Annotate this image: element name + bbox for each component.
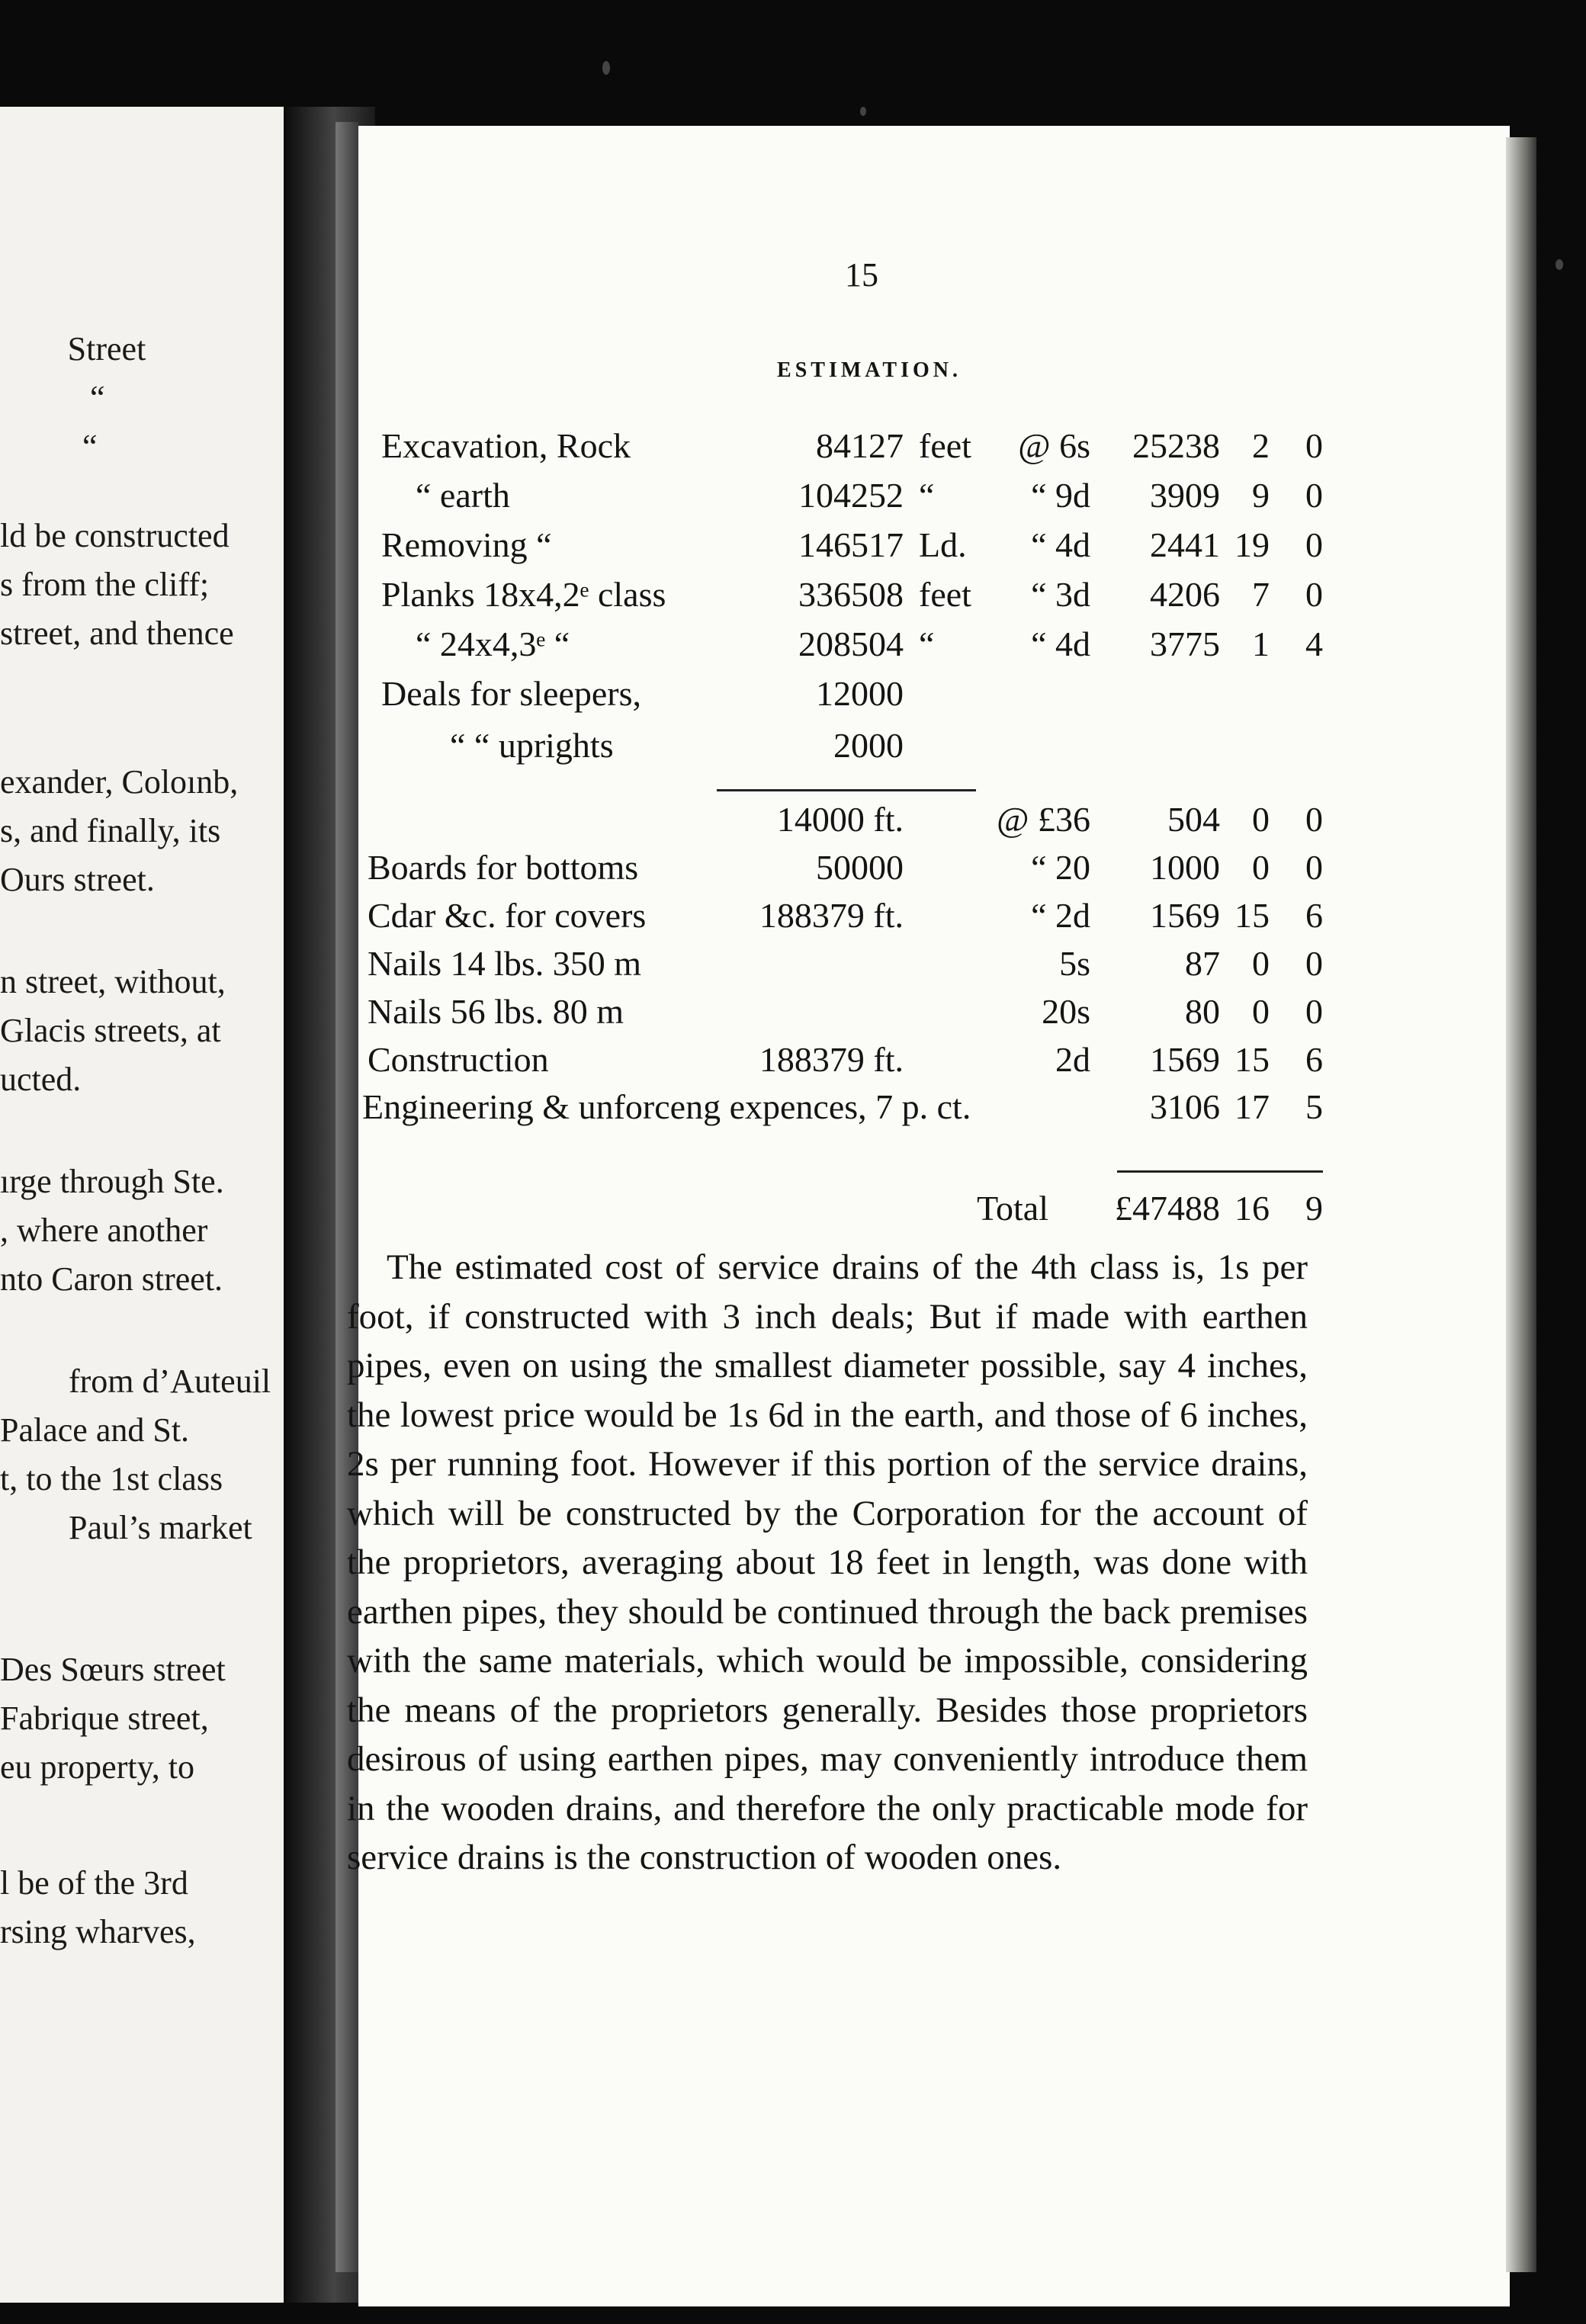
table-cell-d: 0 [1305,944,1323,983]
left-line: “ [82,428,98,465]
left-line: l be of the 3rd [0,1864,188,1902]
table-cell-qty: 12000 [816,674,904,713]
table-cell-rate: “ 4d [1031,624,1090,663]
left-line: ucted. [0,1061,82,1098]
table-cell-s: 1 [1252,624,1270,663]
table-cell-item: Excavation, Rock [381,426,631,465]
table-cell-item: Removing “ [381,525,552,564]
left-line: exander, Coloınb, [0,763,239,801]
left-line: eu property, to [0,1748,194,1786]
left-line: Ours street. [0,861,155,898]
left-line: s from the cliff; [0,566,210,603]
table-cell-s: 2 [1252,426,1270,465]
table-cell-rate: 20s [1042,992,1090,1031]
table-cell-s: 0 [1252,848,1270,887]
left-line: street, and thence [0,615,234,652]
table-cell-d: 0 [1305,525,1323,564]
table-cell-d: 0 [1305,426,1323,465]
table-cell-l: 80 [1185,992,1220,1031]
table-cell-rate: “ 3d [1031,575,1090,614]
table-cell-l: 3775 [1150,624,1220,663]
table-cell-qty: 336508 [798,575,904,614]
table-cell-item: Cdar &c. for covers [368,896,647,935]
table-cell-s: 0 [1252,800,1270,839]
table-cell-l: 87 [1185,944,1220,983]
left-line: Paul’s market [69,1509,252,1546]
table-cell-d: 4 [1305,624,1323,663]
left-line: rsing wharves, [0,1913,196,1950]
table-cell-s: 0 [1252,992,1270,1031]
table-cell-rate: 2d [1055,1040,1090,1079]
table-cell-l: 25238 [1132,426,1220,465]
table-cell-rate: @ 6s [1018,426,1090,465]
table-cell-d: 9 [1305,1189,1323,1228]
table-cell-qty: 146517 [798,525,904,564]
left-line: , where another [0,1212,208,1249]
table-cell-l: 3909 [1150,476,1220,515]
table-cell-s: 16 [1234,1189,1270,1228]
scan-speck [602,61,610,75]
table-cell-s: 15 [1234,896,1270,935]
table-cell-qty: 188379 ft. [759,1040,904,1079]
table-cell-l: 4206 [1150,575,1220,614]
left-line: Street [67,330,146,368]
left-line: nto Caron street. [0,1260,223,1298]
table-cell-unit: “ [919,476,935,515]
left-line: s, and finally, its [0,812,221,849]
left-line: Palace and St. [0,1411,190,1449]
table-cell-d: 0 [1305,800,1323,839]
table-cell-qty: 50000 [816,848,904,887]
left-line: Fabrique street, [0,1700,209,1737]
table-cell-d: 0 [1305,848,1323,887]
table-cell-d: 0 [1305,575,1323,614]
left-line: ırge through Ste. [0,1163,224,1200]
table-cell-s: 7 [1252,575,1270,614]
table-cell-rate: 5s [1059,944,1090,983]
table-cell-rate: “ 20 [1031,848,1090,887]
table-cell-s: 9 [1252,476,1270,515]
table-cell-qty: 2000 [833,726,904,765]
table-cell-d: 0 [1305,992,1323,1031]
table-cell-rate: “ 2d [1031,896,1090,935]
table-cell-item: Boards for bottoms [368,848,639,887]
section-heading: ESTIMATION. [777,358,962,382]
table-cell-rate: “ 9d [1031,476,1090,515]
table-cell-d: 5 [1305,1087,1323,1126]
table-cell-s: 0 [1252,944,1270,983]
table-cell-d: 6 [1305,896,1323,935]
table-cell-l: 3106 [1150,1087,1220,1126]
table-cell-item: Nails 56 lbs. 80 m [368,992,624,1031]
table-cell-l: 1000 [1150,848,1220,887]
table-cell-d: 0 [1305,476,1323,515]
left-line: from d’Auteuil [69,1363,271,1400]
left-line: Des Sœurs street [0,1651,226,1688]
left-line: ld be constructed [0,517,230,554]
table-cell-unit: feet [919,575,971,614]
page-number: 15 [845,256,878,294]
table-cell-unit: feet [919,426,971,465]
total-label: Total [977,1189,1048,1228]
table-cell-unit: Ld. [919,525,967,564]
body-paragraph: The estimated cost of service drains of the 4th class is, 1s per foot, if constructed with 3 inch deals; But if made with earthen pipes, even on using the smallest diameter possible, say 4 inches, the lowest price would be 1s 6d in the earth, and those of 6 inches, 2s per running foot. However if this portion of the service drains, which will be constructed by the Corporation for the account of the proprietors, averaging about 18 feet in length, was done with earthen pipes, they should be continued through the back premises with the same materials, which would be impossible, considering the means of the proprietors generally. Besides those proprietors desirous of using earthen pipes, may conveniently introduce them in the wooden drains, and therefore the only practicable mode for service drains is the construction of wooden ones. [347,1247,1308,1877]
table-cell-qty: 208504 [798,624,904,663]
table-cell-l: 504 [1167,800,1220,839]
table-cell-item: “ “ uprights [450,726,614,765]
table-cell-qty: 14000 ft. [776,800,904,839]
table-cell-unit: “ [919,624,935,663]
table-cell-qty: 188379 ft. [759,896,904,935]
table-cell-s: 15 [1234,1040,1270,1079]
table-cell-l: 1569 [1150,896,1220,935]
left-line: “ [90,379,105,416]
left-line: t, to the 1st class [0,1460,223,1497]
table-cell-item: “ 24x4,3ᵉ “ [416,624,570,663]
scan-speck [860,107,866,116]
table-cell-rate: “ 4d [1031,525,1090,564]
table-cell-item: Planks 18x4,2ᵉ class [381,575,666,614]
table-cell-d: 6 [1305,1040,1323,1079]
table-cell-item: Nails 14 lbs. 350 m [368,944,642,983]
subtotal-rule [717,789,976,791]
table-cell-rate: @ £36 [997,800,1090,839]
left-line: n street, without, [0,963,226,1000]
table-cell-l: 2441 [1150,525,1220,564]
table-cell-item: Deals for sleepers, [381,674,642,713]
table-cell-item: “ earth [416,476,510,515]
table-cell-item: Engineering & unforceng expences, 7 p. ct. [362,1087,971,1126]
table-cell-l: £47488 [1115,1189,1220,1228]
table-cell-qty: 84127 [816,426,904,465]
table-cell-l: 1569 [1150,1040,1220,1079]
table-cell-s: 17 [1234,1087,1270,1126]
left-line: Glacis streets, at [0,1012,221,1049]
scan-speck [1556,259,1563,270]
table-cell-s: 19 [1234,525,1270,564]
table-cell-qty: 104252 [798,476,904,515]
total-rule [1117,1170,1323,1173]
table-cell-item: Construction [368,1040,549,1079]
